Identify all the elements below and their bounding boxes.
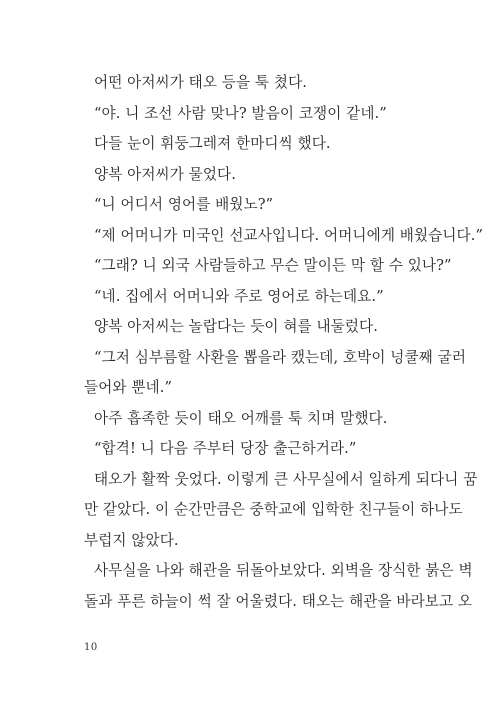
text-line: 양복 아저씨가 물었다.: [94, 165, 236, 183]
text-line: “야. 니 조선 사람 맞나? 발음이 코쟁이 같네.”: [94, 104, 387, 122]
text-line: “합격! 니 다음 주부터 당장 출근하거라.”: [94, 440, 357, 457]
text-line: 부럽지 않았다.: [84, 531, 179, 549]
text-line: 양복 아저씨는 놀랍다는 듯이 혀를 내둘렀다.: [94, 318, 378, 335]
text-line: 돌과 푸른 하늘이 썩 잘 어울렸다. 태오는 해관을 바라보고 오: [84, 592, 473, 610]
text-line: 사무실을 나와 해관을 뒤돌아보았다. 외벽을 장식한 붉은 벽: [94, 562, 473, 579]
text-line: 어떤 아저씨가 태오 등을 툭 쳤다.: [94, 74, 308, 91]
text-line: “그래? 니 외국 사람들하고 무슨 말이든 막 할 수 있나?”: [94, 257, 452, 274]
text-line: “네. 집에서 어머니와 주로 영어로 하는데요.”: [94, 287, 384, 305]
text-line: “제 어머니가 미국인 선교사입니다. 어머니에게 배웠습니다.”: [94, 226, 484, 244]
text-line: 들어와 뿐네.”: [84, 379, 173, 396]
text-line: 다들 눈이 휘둥그레져 한마디씩 했다.: [94, 135, 331, 152]
text-line: 아주 흡족한 듯이 태오 어깨를 툭 치며 말했다.: [94, 409, 388, 427]
body-text: [84, 68, 484, 617]
text-line: “니 어디서 영어를 배웠노?”: [94, 196, 274, 213]
text-line: 태오가 활짝 웃었다. 이렇게 큰 사무실에서 일하게 되다니 꿈: [94, 470, 478, 488]
page-number: 10: [84, 642, 98, 653]
text-line: 만 같았다. 이 순간만큼은 중학교에 입학한 친구들이 하나도: [84, 501, 463, 518]
text-line: “그저 심부름할 사환을 뽑을라 캤는데, 호박이 넝쿨째 굴러: [94, 348, 467, 366]
